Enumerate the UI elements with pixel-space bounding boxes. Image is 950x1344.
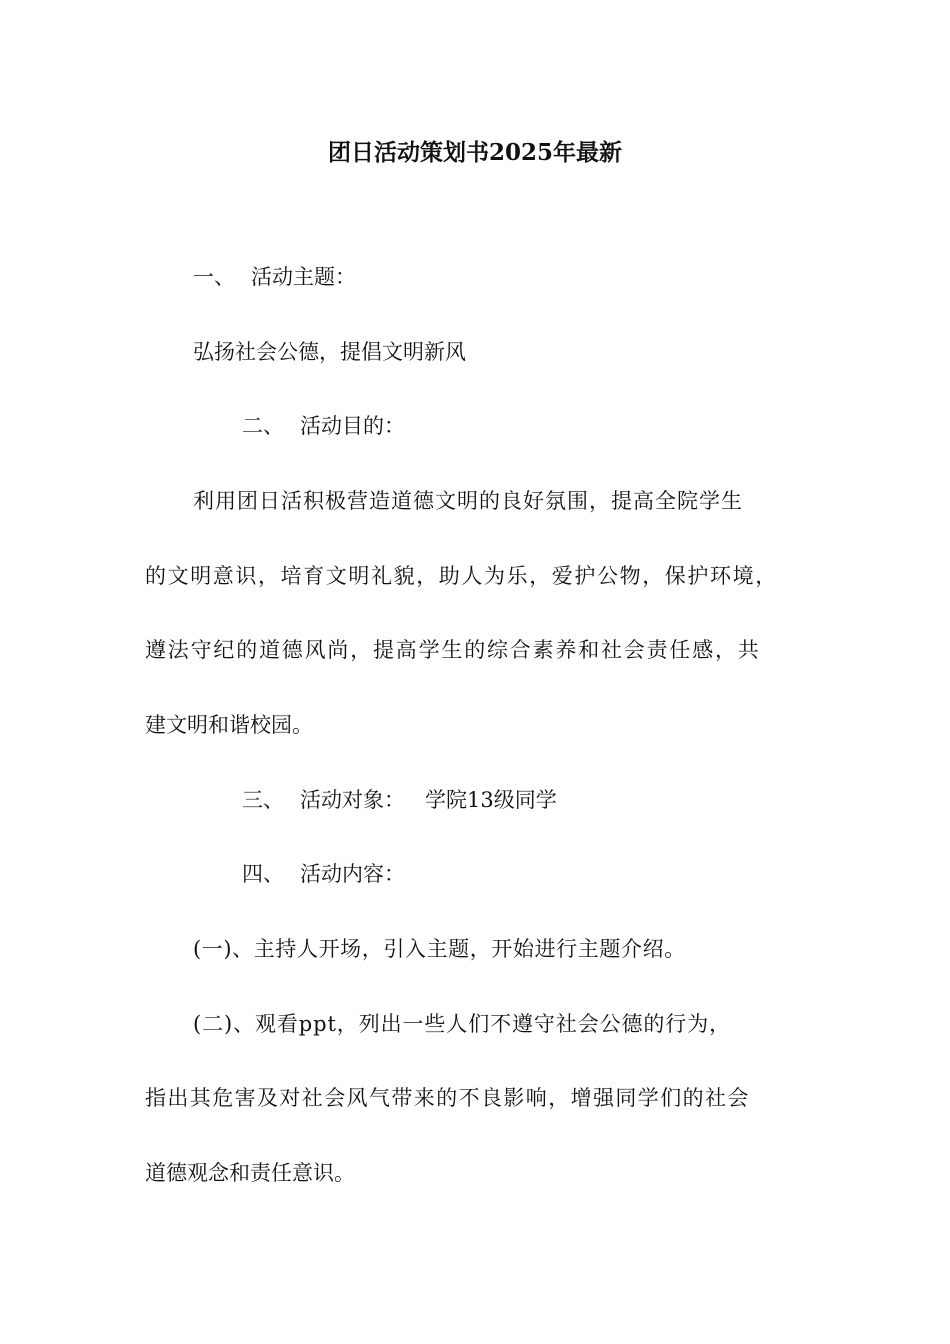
- section-number: 一、: [193, 265, 235, 289]
- section-number: 二、: [242, 414, 284, 438]
- paragraph-line: 利用团日活积极营造道德文明的良好氛围，提高全院学生: [193, 489, 743, 513]
- document-title: 团日活动策划书2025年最新: [327, 139, 622, 166]
- section-label: 活动内容：: [300, 862, 405, 886]
- section-label: 活动主题：: [251, 265, 356, 289]
- paragraph-line: 的文明意识，培育文明礼貌，助人为乐，爱护公物，保护环境，: [145, 564, 778, 588]
- section-label: 活动目的：: [300, 414, 405, 438]
- section-value: 学院13级同学: [425, 788, 557, 812]
- paragraph-line: 建文明和谐校园。: [145, 713, 313, 737]
- section-heading-2: [242, 412, 405, 440]
- section-number: 四、: [242, 862, 284, 886]
- content-item: (一)、主持人开场，引入主题，开始进行主题介绍。: [193, 937, 686, 961]
- paragraph-line: 遵法守纪的道德风尚，提高学生的综合素养和社会责任感，共: [145, 638, 761, 662]
- section-heading-1: [193, 263, 356, 291]
- section-heading-3: [242, 786, 557, 814]
- section-label: 活动对象：: [300, 788, 405, 812]
- paragraph-line: 指出其危害及对社会风气带来的不良影响，增强同学们的社会: [145, 1086, 750, 1110]
- paragraph-line: 道德观念和责任意识。: [145, 1161, 355, 1185]
- theme-text: 弘扬社会公德，提倡文明新风: [193, 340, 466, 364]
- section-heading-4: [242, 860, 405, 888]
- content-item: (二)、观看ppt，列出一些人们不遵守社会公德的行为，: [193, 1012, 732, 1036]
- section-number: 三、: [242, 788, 284, 812]
